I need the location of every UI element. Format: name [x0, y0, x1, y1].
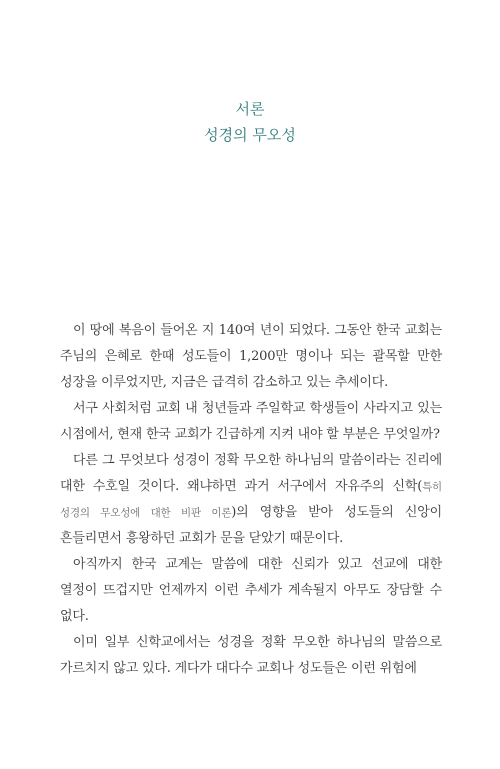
- chapter-heading: [0, 96, 500, 148]
- parenthetical-note: 특히 성경의 무오성에 대한 비판 이론: [60, 481, 442, 519]
- paragraph: 이 땅에 복음이 들어온 지 140여 년이 되었다. 그동안 한국 교회는 주님의 은혜로 한때 성도들이 1,200만 명이나 되는 괄목할 만한 성장을 이루었지만, 지금은 급격히 감소하고 있는 추세이다.: [60, 323, 442, 390]
- chapter-title: 성경의 무오성: [204, 126, 296, 144]
- paragraph-text: 다른 그 무엇보다 성경이 정확 무오한 하나님의 말씀이라는 진리에 대한 수호일 것이다. 왜냐하면 과거 서구에서 자유주의 신학(: [60, 453, 442, 494]
- paragraph: 아직까지 한국 교계는 말씀에 대한 신뢰가 있고 선교에 대한 열정이 뜨겁지만 언제까지 이런 추세가 계속될지 아무도 장담할 수 없다.: [60, 557, 442, 624]
- chapter-label: 서론: [235, 100, 265, 118]
- paragraph: 서구 사회처럼 교회 내 청년들과 주일학교 학생들이 사라지고 있는 시점에서, 현재 한국 교회가 긴급하게 지켜 내야 할 부분은 무엇일까?: [60, 401, 442, 442]
- paragraph: 이미 일부 신학교에서는 성경을 정확 무오한 하나님의 말씀으로 가르치지 않고 있다. 게다가 대다수 교회나 성도들은 이런 위험에: [60, 635, 442, 676]
- paragraph-text: )의 영향을 받아 성도들의 신앙이 흔들리면서 흥왕하던 교회가 문을 닫았기 때문이다.: [60, 505, 442, 546]
- paragraph: [60, 448, 442, 552]
- body-text: [60, 318, 442, 682]
